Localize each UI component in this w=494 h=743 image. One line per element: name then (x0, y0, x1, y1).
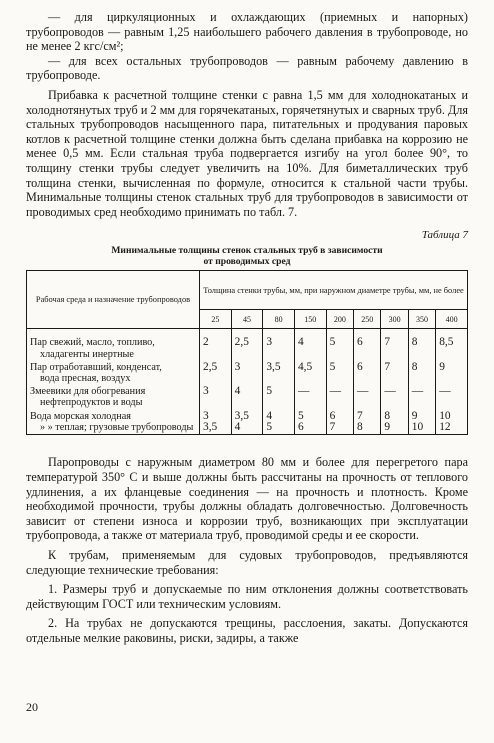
page-number: 20 (26, 700, 38, 714)
paragraph: — для циркуляционных и охлаждающих (приемных и напорных) трубопроводов — равным 1,25 наибольшего рабочего давления в трубопроводе, но не менее 2 кгс/см²; (26, 10, 468, 54)
row-value: — (354, 385, 381, 409)
table-row (27, 410, 468, 435)
diameter-header: 45 (231, 310, 263, 329)
paragraph: К трубам, применяемым для судовых трубопроводов, предъявляются следующие технические требования: (26, 547, 468, 577)
row-value: — (381, 385, 408, 409)
row-value: 10 12 (436, 410, 468, 435)
row-value: 8 (408, 361, 435, 385)
row-value: 6 (354, 329, 381, 361)
row-value: 5 (326, 361, 353, 385)
header-medium: Рабочая среда и назначение трубопроводов (27, 271, 200, 329)
row-value: 8 9 (381, 410, 408, 435)
row-value: 9 (436, 361, 468, 385)
diameter-header: 250 (354, 310, 381, 329)
row-value: 9 10 (408, 410, 435, 435)
row-value: — (408, 385, 435, 409)
diameter-header: 350 (408, 310, 435, 329)
row-value: 5 (263, 385, 295, 409)
row-value: 4 5 (263, 410, 295, 435)
paragraph: 2. На трубах не допускаются трещины, расслоения, закаты. Допускаются отдельные мелкие раковины, риски, задиры, а также (26, 616, 468, 645)
row-value: 2,5 (231, 329, 263, 361)
table-row (27, 361, 468, 385)
row-medium-line: вода пресная, воздух (40, 372, 131, 384)
row-value: 8,5 (436, 329, 468, 361)
diameter-header: 200 (326, 310, 353, 329)
row-medium (27, 410, 200, 435)
paragraph: — для всех остальных трубопроводов — равным рабочему давлению в трубопроводе. (26, 53, 468, 83)
diameter-header: 80 (263, 310, 295, 329)
thickness-table (26, 270, 468, 435)
row-value: 3 (231, 361, 263, 385)
row-value: — (326, 385, 353, 409)
row-value: 7 (381, 361, 408, 385)
table-row (27, 329, 468, 361)
table-label: Таблица 7 (421, 229, 468, 242)
text-block-bottom (26, 455, 468, 645)
row-medium-line: Пар свежий, масло, топливо, (30, 337, 155, 349)
table-body (27, 329, 468, 435)
row-value: 4 (231, 385, 263, 409)
row-value: 2,5 (200, 361, 232, 385)
diameter-header: 150 (294, 310, 326, 329)
row-value: — (436, 385, 468, 409)
row-value: 3 (263, 329, 295, 361)
paragraph: Прибавка к расчетной толщине стенки c равна 1,5 мм для холоднокатаных и холоднотянутых труб и 2 мм для горячекатаных, горячетянутых и сварных труб. Для стальных трубопроводов насыщенного пара, питательных и продувания паровых котлов к расчетной толщине стенки должна быть сделана прибавка на коррозию не менее 0,5 мм. Если стальная труба подвергается изгибу на угол более 90°, то толщину стенки трубы следует увеличить на 10%. Для биметаллических труб толщина стенки, вычисленная по формуле, относится к стальной части трубы. Минимальные толщины стенок стальных труб для трубопроводов в зависимости от проводимых сред необходимо принимать по табл. 7. (26, 87, 468, 219)
row-medium-line: Змеевики для обогревания (30, 386, 146, 398)
table-title-line: Минимальные толщины стенок стальных труб в зависимости (111, 245, 383, 257)
row-value: 3,5 (263, 361, 295, 385)
row-value: — (294, 385, 326, 409)
header-thickness: Толщина стенки трубы, мм, при наружном диаметре трубы, мм, не более (200, 271, 468, 310)
table-row (27, 385, 468, 409)
text-block-top (26, 10, 468, 219)
row-value: 6 (354, 361, 381, 385)
row-value: 8 (408, 329, 435, 361)
table-title (26, 245, 468, 267)
paragraph: 1. Размеры труб и допускаемые по ним отклонения должны соответствовать действующим ГОСТ или техническим условиям. (26, 582, 468, 611)
row-value: 4,5 (294, 361, 326, 385)
row-value: 3 (200, 385, 232, 409)
row-medium (27, 385, 200, 409)
row-medium-line: нефтепродуктов и воды (40, 397, 143, 409)
row-value: 7 8 (354, 410, 381, 435)
row-value: 4 (294, 329, 326, 361)
row-medium-line: Вода морская холодная (30, 410, 131, 422)
row-medium-line: хладагенты инертные (40, 348, 134, 360)
diameter-header: 300 (381, 310, 408, 329)
row-medium-line: Пар отработавший, конденсат, (30, 361, 162, 373)
row-value: 2 (200, 329, 232, 361)
row-medium-line: » » теплая; грузовые трубопроводы (40, 421, 194, 433)
diameter-header: 25 (200, 310, 232, 329)
row-value: 3 3,5 (200, 410, 232, 435)
row-value: 5 (326, 329, 353, 361)
row-value: 7 (381, 329, 408, 361)
row-medium (27, 329, 200, 361)
diameter-header: 400 (436, 310, 468, 329)
table-title-line: от проводимых сред (203, 256, 291, 268)
row-value: 6 7 (326, 410, 353, 435)
paragraph: Паропроводы с наружным диаметром 80 мм и более для перегретого пара температурой 350° С и выше должны быть рассчитаны на прочность от теплового удлинения, а их фланцевые соединения — на прочность и плотность. Кроме необходимой прочности, трубы должны обладать долговечностью. Долговечность зависит от степени износа и коррозии труб, возникающих при эксплуатации трубопровода, а также от материала труб, проводимой среды и ее скорости. (26, 455, 468, 543)
row-medium (27, 361, 200, 385)
row-value: 3,5 4 (231, 410, 263, 435)
row-value: 5 6 (294, 410, 326, 435)
